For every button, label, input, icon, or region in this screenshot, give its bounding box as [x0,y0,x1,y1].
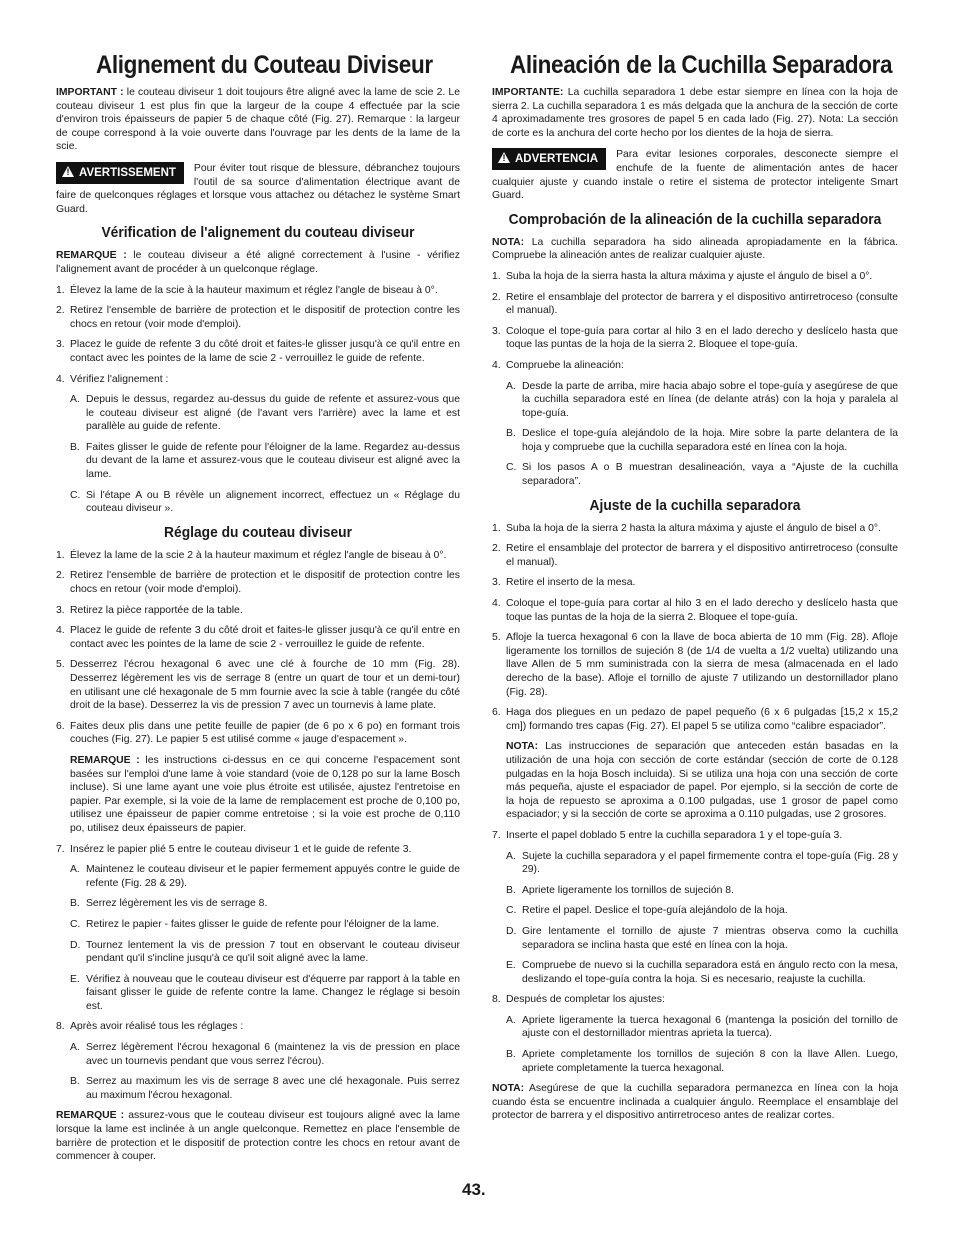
item-text: Sujete la cuchilla separadora y el papel firmemente contra el tope-guía (Fig. 28 y 29). [522,850,898,876]
item-number: C. [70,489,81,501]
item-text: Desde la parte de arriba, mire hacia abajo sobre el tope-guía y asegúrese de que la cuchilla separadora esté en línea (de delante atrás) con la hoja y paralela al tope-guía. [522,380,898,419]
list-item [56,338,460,365]
spanish-intro: IMPORTANTE: La cuchilla separadora 1 debe estar siempre en línea con la hoja de sierra 2. La cuchilla separadora 1 es más delgada que la anchura de la sección de corte 4 aproximadamente tres grosores de papel 5 en cada lado (Fig. 27). Nota: La sección de corte es la anchura del corte hecho por los dientes de la hoja de sierra. [492,87,898,139]
spanish-aj-substeps8 [506,1014,898,1075]
french-final-note: REMARQUE : assurez-vous que le couteau diviseur est toujours aligné avec la lame lorsque la lame est inclinée à un angle quelconque. Remettez en place l'ensemble de barrière de protection et le dispositif de protection contre les chocs en retour avant de commencer à couper. [56,1110,460,1163]
item-text: Deslice el tope-guía alejándolo de la hoja. Mire sobre la parte delantera de la hoja y compruebe que la cuchilla separadora esté en línea con la hoja. [522,428,898,453]
spanish-aj-step7 [492,829,898,843]
item-text: Gire lentamente el tornillo de ajuste 7 mientras observa como la cuchilla separadora se inclina hasta que esté en línea con la hoja. [522,925,898,951]
item-text: Suba la hoja de la sierra 2 hasta la altura máxima y ajuste el ángulo de bisel a 0°. [506,522,881,534]
item-text: Retirez l'ensemble de barrière de protection et le dispositif de protection contre les chocs en retour (voir mode d'emploi). [70,305,460,330]
french-reg-step8 [56,1020,460,1034]
list-item [506,884,898,898]
item-text: Placez le guide de refente 3 du côté droit et faites-le glisser jusqu'à ce qu'il entre en contact avec les pointes de la lame de scie 2 - verrouillez le guide de refente. [70,339,460,364]
item-text: Serrez légèrement les vis de serrage 8. [86,898,268,910]
list-item [56,604,460,618]
item-text: Apriete ligeramente la tuerca hexagonal 6 (mantenga la posición del tornillo de ajuste con el destornillador mientras aprieta la tuerca). [522,1014,898,1040]
item-text: Retire el ensamblaje del protector de barrera y el dispositivo antirretroceso (consulte el manual). [506,543,898,568]
item-number: B. [70,898,80,910]
list-item [70,897,460,911]
item-number: A. [70,394,80,406]
list-item [492,542,898,569]
french-reg-steps [56,549,460,747]
item-text: Coloque el tope-guía para cortar al hilo 3 en el lado derecho y deslícelo hasta que toque las puntas de la hoja de la sierra 2. Bloquee el tope-guía. [506,598,898,623]
item-text: Compruebe de nuevo si la cuchilla separadora está en ángulo recto con la mesa, deslizando el tope-guía contra la hoja. Si es necesario, reajuste la cuchilla. [522,960,898,985]
item-text: Retire el inserto de la mesa. [506,577,636,589]
item-number: 1. [492,270,501,282]
item-text: Si l'étape A ou B révèle un alignement incorrect, effectuez un « Réglage du couteau diviseur ». [86,489,460,515]
item-text: Retire el papel. Deslice el tope-guía alejándolo de la hoja. [522,905,788,917]
item-number: 1. [56,284,65,296]
french-reg-note: REMARQUE : les instructions ci-dessus en ce qui concerne l'espacement sont basées sur l'emploi d'une lame à voie standard (voie de 0,128 po sur la lame Bosch incluse). Si une lame ayant une voie plus étroite est utilisée, ajustez l'entretoise en papier. Par exemple, si la voie de la lame de remplacement est proche de 0,100 po, utilisez une épaisseur de papier comme entretoise ; si la voie est proche de 0,110 po, utilisez deux épaisseurs de papier. [70,754,460,834]
list-item [492,631,898,699]
list-item [56,373,460,387]
list-item [56,1020,460,1034]
list-item [70,1041,460,1068]
french-column [56,50,460,1171]
list-item [56,658,460,712]
spanish-ajuste-heading: Ajuste de la cuchilla separadora [589,496,801,514]
item-text: Apriete ligeramente los tornillos de sujeción 8. [522,884,734,896]
warning-icon: ! [498,152,510,163]
french-intro: IMPORTANT : le couteau diviseur 1 doit toujours être aligné avec la lame de scie 2. Le couteau diviseur 1 est plus fin que la largeur de la coupe 4 effectuée par la scie d'environ trois épaisseurs de papier 5 de chaque côté (Fig. 27). Remarque : la largeur de coupe correspond à la voie ouverte dans l'ouvrage par les dents de la lame de la scie. [56,87,460,153]
item-number: 7. [56,843,65,855]
spanish-aj-substeps7 [506,850,898,987]
list-item [56,569,460,596]
item-text: Depuis le dessus, regardez au-dessus du guide de refente et assurez-vous que le couteau diviseur est aligné (de l'avant vers l'arrière) avec la lame et est parallèle au guide de refente. [86,394,460,433]
list-item [492,270,898,284]
list-item [506,850,898,877]
list-item [492,993,898,1007]
item-text: Retire el ensamblaje del protector de barrera y el dispositivo antirretroceso (consulte el manual). [506,291,898,317]
item-number: A. [506,380,516,392]
warning-badge: ! AVERTISSEMENT [56,162,184,184]
list-item [70,863,460,890]
list-item [492,522,898,536]
item-text: Insérez le papier plié 5 entre le couteau diviseur 1 et le guide de refente 3. [70,843,412,855]
item-text: Placez le guide de refente 3 du côté droit et faites-le glisser jusqu'à ce qu'il entre en contact avec les pointes de la lame de scie 2 - verrouillez le guide de refente. [70,625,460,650]
item-number: 6. [56,720,65,732]
item-number: 3. [56,339,65,351]
warning-badge: ! ADVERTENCIA [492,148,606,170]
item-number: 4. [492,598,501,610]
item-text: Retirez le papier - faites glisser le guide de refente pour l'éloigner de la lame. [86,918,440,930]
spanish-aj-note: NOTA: Las instrucciones de separación que anteceden están basadas en la utilización de una hoja con sección de corte estándar (sección de corte de 0.128 pulgadas en la hoja Bosch incluida). Si se utiliza una hoja con una sección de corte más pequeña, ajuste el espaciador de papel. Por ejemplo, si la sección de corte de la hoja de repuesto se aproxima a 0.100 pulgadas, use 1 grosor de papel como espaciador; y si la sección de corte se aproxima a 0.110 pulgadas, use 2 grosores. [506,741,898,821]
item-number: A. [70,1042,80,1054]
list-item [70,918,460,932]
item-text: Haga dos pliegues en un pedazo de papel pequeño (6 x 6 pulgadas [15,2 x 15,2 cm]) formando tres capas (Fig. 27). El papel 5 se utiliza como “calibre espaciador”. [506,707,898,732]
list-item [506,1014,898,1041]
spanish-warning [492,148,898,202]
spanish-final-note: NOTA: Asegúrese de que la cuchilla separadora permanezca en línea con la hoja cuando ésta se encuentre inclinada a cualquier ángulo. Reemplace el ensamblaje del protector de barrera y el dispositivo antirretroceso antes de realizar cortes. [492,1083,898,1122]
french-verif-substeps [70,393,460,516]
item-number: 3. [492,577,501,589]
item-number: 8. [56,1021,65,1033]
item-number: 1. [492,522,501,534]
item-number: 2. [492,543,501,555]
list-item [506,925,898,952]
item-text: Élevez la lame de la scie 2 à la hauteur maximum et réglez l'angle de biseau à 0°. [70,549,447,561]
item-number: 4. [492,359,501,371]
list-item [70,1075,460,1102]
list-item [492,597,898,624]
item-number: C. [506,905,517,917]
french-verif-steps [56,284,460,387]
french-verif-heading: Vérification de l'alignement du couteau diviseur [101,224,415,242]
item-number: D. [70,939,81,951]
item-text: Suba la hoja de la sierra hasta la altura máxima y ajuste el ángulo de bisel a 0°. [506,270,873,282]
spanish-aj-steps [492,522,898,734]
item-text: Si los pasos A o B muestran desalineación, vaya a “Ajuste de la cuchilla separadora”. [522,462,898,488]
list-item [492,706,898,733]
item-number: B. [70,1076,80,1088]
item-number: A. [70,864,80,876]
item-number: B. [506,884,516,896]
item-number: 5. [56,659,65,671]
list-item [56,624,460,651]
list-item [506,904,898,918]
page-number: 43. [462,1180,486,1199]
item-number: 2. [56,305,65,317]
item-number: B. [70,441,80,453]
item-text: Vérifiez l'alignement : [70,373,169,385]
item-number: 8. [492,994,501,1006]
item-number: B. [506,1049,516,1061]
list-item [56,304,460,331]
warning-text: Para evitar lesiones corporales, desconecte siempre el enchufe de la fuente de alimentación antes de hacer cualquier ajuste y cuando instale o retire el sistema de protector inteligente Smart Guard. [492,149,898,202]
item-text: Élevez la lame de la scie à la hauteur maximum et réglez l'angle de biseau à 0°. [70,284,438,296]
list-item [56,284,460,298]
spanish-comp-steps [492,270,898,373]
item-number: 4. [56,373,65,385]
item-text: Tournez lentement la vis de pression 7 tout en observant le couteau diviseur pendant qu'il s'incline jusqu'à ce qu'il soit aligné avec la lame. [86,939,460,965]
item-number: C. [70,918,81,930]
list-item [492,325,898,352]
item-number: 1. [56,549,65,561]
item-text: Afloje la tuerca hexagonal 6 con la llave de boca abierta de 10 mm (Fig. 28). Afloje ligeramente los tornillos de sujeción 8 (de 1/4 de vuelta a 1/2 vuelta) utilizando una llave Allen de 5 mm suministrada con la sierra de mesa (almacenada en el lado derecho de la base). Afloje el tornillo de ajuste 7 utilizando un destornillador plano (Fig. 28). [506,632,898,698]
item-text: Retirez la pièce rapportée de la table. [70,604,243,616]
item-text: Serrez légèrement l'écrou hexagonal 6 (maintenez la vis de pression en place avec un tournevis pendant que vous serrez l'écrou). [86,1042,460,1067]
french-warning [56,162,460,216]
item-text: Después de completar los ajustes: [506,994,665,1006]
item-number: A. [506,1014,516,1026]
list-item [506,461,898,488]
list-item [56,843,460,857]
item-text: Apriete completamente los tornillos de sujeción 8 con la llave Allen. Luego, apriete completamente la tuerca hexagonal. [522,1049,898,1074]
item-number: 2. [492,291,501,303]
item-number: 5. [492,632,501,644]
item-text: Desserrez l'écrou hexagonal 6 avec une clé à fourche de 10 mm (Fig. 28). Desserrez légèrement les vis de serrage 8 (entre un quart de tour et un demi-tour) en utilisant une clé hexagonale de 5 mm fournie avec la scie à table (rangée du côté droit de la base). Desserrez la vis de pression 7 avec un tournevis à lame plate. [70,659,460,712]
item-number: 2. [56,570,65,582]
spanish-title: Alineación de la Cuchilla Separadora [510,51,893,79]
list-item [506,1048,898,1075]
french-reg-substeps8 [70,1041,460,1102]
list-item [56,720,460,747]
item-text: Coloque el tope-guía para cortar al hilo 3 en el lado derecho y deslícelo hasta que toque las puntas de la hoja de la sierra 2. Bloquee el tope-guía. [506,325,898,351]
french-reg-substeps7 [70,863,460,1013]
spanish-aj-step8 [492,993,898,1007]
item-text: Compruebe la alineación: [506,359,624,371]
item-text: Inserte el papel doblado 5 entre la cuchilla separadora 1 y el tope-guía 3. [506,829,843,841]
spanish-comp-heading: Comprobación de la alineación de la cuchilla separadora [508,210,882,228]
item-number: 4. [56,625,65,637]
french-verif-note: REMARQUE : le couteau diviseur a été aligné correctement à l'usine - vérifiez l'alignement avant de procéder à un quelconque réglage. [56,250,460,275]
list-item [492,829,898,843]
list-item [70,489,460,516]
item-text: Vérifiez à nouveau que le couteau diviseur est d'équerre par rapport à la table en faisant glisser le guide de refente contre la lame. Changez le réglage si besoin est. [86,973,460,1012]
french-reglage-heading: Réglage du couteau diviseur [164,523,352,541]
item-number: C. [506,462,517,474]
list-item [506,380,898,421]
list-item [70,973,460,1014]
spanish-comp-substeps [506,380,898,489]
item-text: Serrez au maximum les vis de serrage 8 avec une clé hexagonale. Puis serrez au maximum l'écrou hexagonal. [86,1076,460,1101]
list-item [70,939,460,966]
item-number: 3. [56,604,65,616]
item-number: E. [70,973,80,985]
list-item [492,291,898,318]
item-number: 7. [492,829,501,841]
item-text: Retirez l'ensemble de barrière de protection et le dispositif de protection contre les chocs en retour (voir mode d'emploi). [70,570,460,596]
item-number: B. [506,428,516,440]
item-number: 3. [492,325,501,337]
item-number: E. [506,960,516,972]
list-item [506,427,898,454]
list-item [56,549,460,563]
spanish-column [492,50,898,1130]
warning-icon: ! [62,166,74,177]
item-text: Après avoir réalisé tous les réglages : [70,1021,244,1033]
french-reg-step7 [56,843,460,857]
item-number: A. [506,850,516,862]
item-number: D. [506,925,517,937]
list-item [492,359,898,373]
warning-text: Pour éviter tout risque de blessure, débranchez toujours l'outil de sa source d'alimentation électrique avant de faire de quelconques réglages et lorsque vous attachez ou détachez le système Smart Guard. [56,162,460,215]
list-item [70,441,460,482]
item-text: Faites glisser le guide de refente pour l'éloigner de la lame. Regardez au-dessus du devant de la lame et assurez-vous que le couteau diviseur est aligné avec la lame. [86,441,460,481]
list-item [506,959,898,986]
list-item [70,393,460,434]
spanish-comp-note: NOTA: La cuchilla separadora ha sido alineada apropiadamente en la fábrica. Compruebe la alineación antes de realizar cualquier ajuste. [492,236,898,262]
french-title: Alignement du Couteau Diviseur [96,51,433,79]
item-text: Faites deux plis dans une petite feuille de papier (de 6 po x 6 po) en formant trois couches (Fig. 27). Le papier 5 est utilisé comme « jauge d'espacement ». [70,720,460,746]
item-text: Maintenez le couteau diviseur et le papier fermement appuyés contre le guide de refente (Fig. 28 & 29). [86,864,460,889]
item-number: 6. [492,707,501,719]
list-item [492,576,898,590]
